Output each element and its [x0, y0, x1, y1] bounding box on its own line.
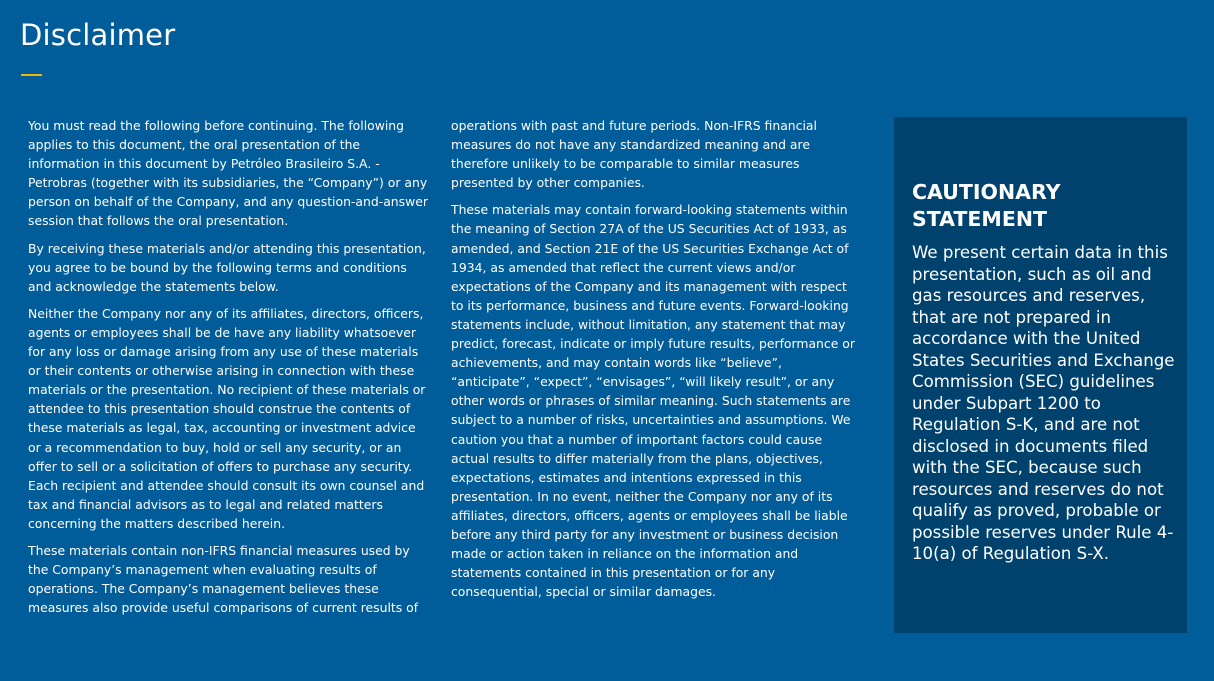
cautionary-statement-heading: CAUTIONARY STATEMENT — [912, 180, 1061, 231]
disclaimer-column-left — [28, 116, 432, 625]
disclaimer-column-middle — [451, 116, 855, 609]
cautionary-statement-panel — [894, 117, 1187, 633]
title-accent-line — [21, 74, 42, 76]
cautionary-statement-body: We present certain data in this presentation, such as oil and gas resources and reserves, that are not prepared in accordance with the United States Securities and Exchange Commission (SEC) guidelines under Subpart 1200 to Regulation S-K, and are not disclosed in documents filed with the SEC, because such resources and reserves do not qualify as proved, probable or possible reserves under Rule 4-10(a) of Regulation S-X. — [912, 243, 1175, 563]
disclaimer-paragraph: Neither the Company nor any of its affiliates, directors, officers, agents or employees shall be de have any liability whatsoever for any loss or damage arising from any use of these materials or their contents or otherwise arising in connection with these materials or the presentation. No recipient of these materials or attendee to this presentation should construe the contents of these materials as legal, tax, accounting or investment advice or a recommendation to buy, hold or sell any security, or an offer to sell or a solicitation of offers to purchase any security. Each recipient and attendee should consult its own counsel and tax and financial advisors as to legal and related matters concerning the matters described herein. — [28, 305, 426, 531]
disclaimer-paragraph: These materials contain non-IFRS financial measures used by the Company’s management when evaluating results of operations. The Company’s management believes these measures also provide useful comparisons of current results of — [28, 542, 419, 616]
disclaimer-paragraph: These materials may contain forward-looking statements within the meaning of Section 27A of the US Securities Act of 1933, as amended, and Section 21E of the US Securities Exchange Act of 1934, as amended that reflect the current views and/or expectations of the Company and its management with respect to its performance, business and future events. Forward-looking statements include, without limitation, any statement that may predict, forecast, indicate or imply future results, performance or achievements, and may contain words like “believe”, “anticipate”, “expect”, “envisages”, “will likely result”, or any other words or phrases of similar meaning. Such statements are subject to a number of risks, uncertainties and assumptions. We caution you that a number of important factors could cause actual results to differ materially from the plans, objectives, expectations, estimates and intentions expressed in this presentation. In no event, neither the Company nor any of its affiliates, directors, officers, agents or employees shall be liable before any third party for any investment or business decision made or action taken in reliance on the information and statements contained in this presentation or for any consequential, special or similar damages. — [451, 202, 855, 600]
disclaimer-paragraph: By receiving these materials and/or attending this presentation, you agree to be bound by the following terms and conditions and acknowledge the statements below. — [28, 240, 426, 294]
disclaimer-paragraph: You must read the following before continuing. The following applies to this document, the oral presentation of the information in this document by Petróleo Brasileiro S.A. - Petrobras (together with its subsidiaries, the “Company”) or any person on behalf of the Company, and any question-and-answer session that follows the oral presentation. — [28, 118, 428, 229]
disclaimer-paragraph: operations with past and future periods. Non-IFRS financial measures do not have any standardized meaning and are therefore unlikely to be comparable to similar measures presented by other companies. — [451, 118, 817, 191]
page-title: Disclaimer — [20, 18, 176, 52]
